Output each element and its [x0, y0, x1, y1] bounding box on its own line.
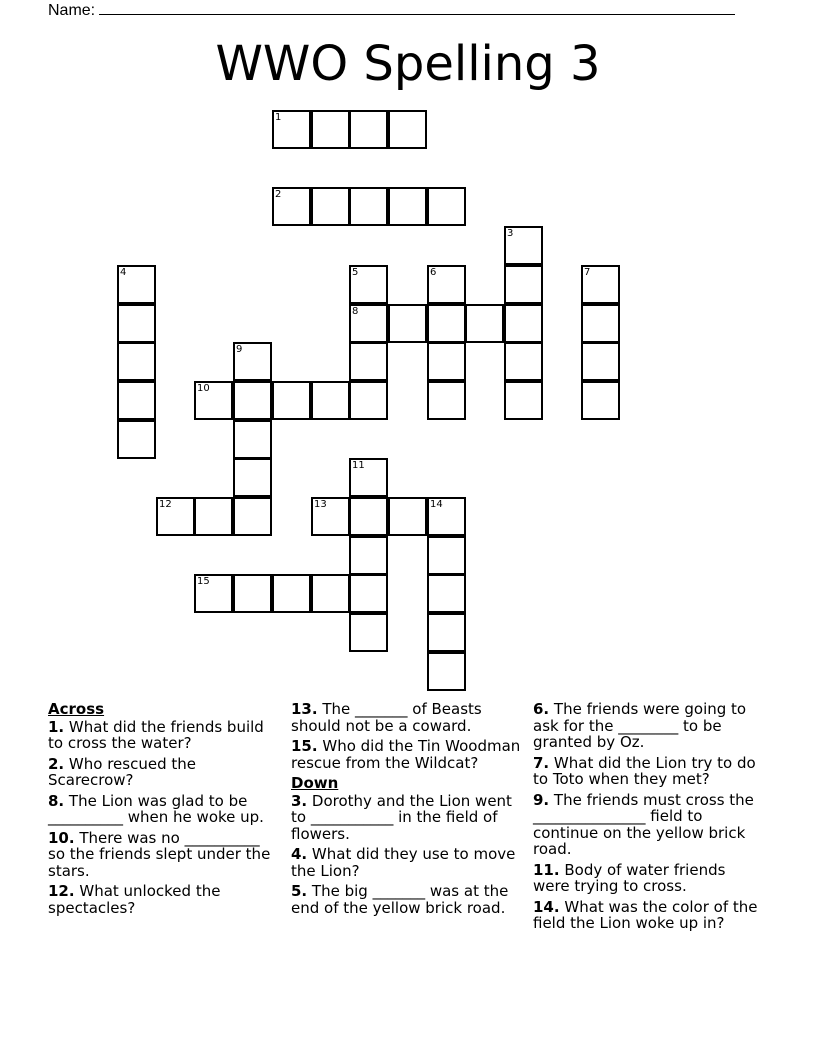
clue-across-12	[48, 883, 280, 916]
cell-number: 14	[430, 499, 443, 510]
clue-number: 13.	[291, 700, 318, 718]
clue-number: 14.	[533, 897, 560, 916]
crossword-cell[interactable]	[194, 574, 233, 613]
cell-number: 3	[507, 228, 514, 239]
clue-number: 12.	[48, 882, 75, 900]
cell-number: 12	[159, 499, 172, 510]
clue-down-9	[533, 792, 765, 858]
clue-text: The friends must cross the _______________ field to continue on the yellow brick road.	[533, 790, 754, 858]
clues-column-3	[533, 701, 765, 936]
crossword-cell[interactable]	[233, 420, 272, 459]
clue-text: What was the color of the field the Lion woke up in?	[533, 897, 758, 932]
crossword-cell[interactable]	[349, 458, 388, 497]
clue-number: 4.	[291, 845, 308, 863]
clue-number: 8.	[48, 791, 65, 810]
crossword-cell[interactable]	[349, 304, 388, 343]
crossword-cell[interactable]	[117, 381, 156, 420]
clue-number: 9.	[533, 790, 550, 809]
crossword-cell[interactable]	[349, 110, 388, 149]
clue-text: Dorothy and the Lion went to ___________ in the field of flowers.	[291, 791, 512, 843]
cell-number: 4	[120, 267, 127, 278]
clue-number: 7.	[533, 753, 550, 772]
crossword-cell[interactable]	[156, 497, 195, 536]
clue-number: 6.	[533, 700, 550, 718]
clue-across-1	[48, 719, 280, 752]
crossword-cell[interactable]	[465, 304, 504, 343]
crossword-cell[interactable]	[504, 342, 543, 381]
crossword-cell[interactable]	[427, 652, 466, 691]
crossword-cell[interactable]	[349, 497, 388, 536]
cell-number: 10	[197, 383, 210, 394]
across-heading: Across	[48, 700, 105, 718]
crossword-cell[interactable]	[117, 265, 156, 304]
clue-text: Who rescued the Scarecrow?	[48, 754, 196, 789]
crossword-cell[interactable]	[311, 497, 350, 536]
crossword-cell[interactable]	[581, 265, 620, 304]
clue-text: What unlocked the spectacles?	[48, 882, 221, 917]
cell-number: 6	[430, 267, 437, 278]
clue-across-15	[291, 738, 523, 771]
cell-number: 1	[275, 112, 282, 123]
clue-number: 5.	[291, 882, 308, 900]
crossword-cell[interactable]	[388, 110, 427, 149]
clue-number: 11.	[533, 860, 560, 879]
crossword-cell[interactable]	[504, 265, 543, 304]
cell-number: 5	[352, 267, 359, 278]
clue-text: The _______ of Beasts should not be a coward.	[291, 700, 482, 735]
crossword-cell[interactable]	[349, 265, 388, 304]
crossword-cell[interactable]	[427, 187, 466, 226]
crossword-cell[interactable]	[427, 536, 466, 575]
clue-down-6	[533, 701, 765, 751]
crossword-cell[interactable]	[427, 574, 466, 613]
crossword-cell[interactable]	[311, 110, 350, 149]
clue-text: The Lion was glad to be __________ when he woke up.	[48, 791, 264, 826]
crossword-cell[interactable]	[427, 613, 466, 652]
crossword-cell[interactable]	[272, 381, 311, 420]
clue-number: 2.	[48, 754, 65, 773]
clue-number: 10.	[48, 828, 75, 847]
name-field	[48, 0, 735, 21]
crossword-cell[interactable]	[581, 381, 620, 420]
crossword-cell[interactable]	[581, 304, 620, 343]
crossword-cell[interactable]	[504, 226, 543, 265]
crossword-cell[interactable]	[504, 381, 543, 420]
cell-number: 9	[236, 344, 243, 355]
clue-number: 3.	[291, 791, 308, 810]
clue-down-7	[533, 755, 765, 788]
crossword-cell[interactable]	[233, 574, 272, 613]
clues-column-1	[48, 701, 280, 920]
cell-number: 2	[275, 189, 282, 200]
clue-down-3	[291, 793, 523, 843]
clue-text: What did the friends build to cross the water?	[48, 717, 264, 752]
crossword-cell[interactable]	[427, 265, 466, 304]
clue-text: The big _______ was at the end of the yellow brick road.	[291, 882, 509, 917]
clue-text: Body of water friends were trying to cross.	[533, 860, 726, 895]
clue-down-5	[291, 883, 523, 916]
crossword-cell[interactable]	[349, 574, 388, 613]
crossword-cell[interactable]	[117, 304, 156, 343]
cell-number: 7	[584, 267, 591, 278]
clue-across-2	[48, 756, 280, 789]
crossword-cell[interactable]	[233, 381, 272, 420]
crossword-cell[interactable]	[427, 381, 466, 420]
clue-text: What did they use to move the Lion?	[291, 845, 516, 880]
crossword-cell[interactable]	[388, 497, 427, 536]
name-label: Name:	[48, 2, 96, 19]
clue-across-10	[48, 830, 280, 880]
cell-number: 11	[352, 460, 365, 471]
crossword-cell[interactable]	[427, 497, 466, 536]
crossword-cell[interactable]	[427, 304, 466, 343]
clue-text: Who did the Tin Woodman rescue from the Wildcat?	[291, 737, 521, 772]
crossword-cell[interactable]	[272, 187, 311, 226]
clue-text: There was no __________ so the friends slept under the stars.	[48, 828, 271, 880]
down-heading: Down	[291, 774, 339, 792]
cell-number: 8	[352, 306, 359, 317]
crossword-cell[interactable]	[581, 342, 620, 381]
crossword-cell[interactable]	[272, 110, 311, 149]
crossword-cell[interactable]	[311, 574, 350, 613]
crossword-cell[interactable]	[233, 342, 272, 381]
clue-across-8	[48, 793, 280, 826]
crossword-cell[interactable]	[427, 342, 466, 381]
crossword-cell[interactable]	[194, 497, 233, 536]
crossword-cell[interactable]	[311, 187, 350, 226]
crossword-cell[interactable]	[349, 342, 388, 381]
crossword-cell[interactable]	[349, 381, 388, 420]
clue-down-11	[533, 862, 765, 895]
crossword-cell[interactable]	[388, 187, 427, 226]
crossword-cell[interactable]	[117, 420, 156, 459]
clue-across-13	[291, 701, 523, 734]
crossword-cell[interactable]	[194, 381, 233, 420]
crossword-cell[interactable]	[349, 613, 388, 652]
cell-number: 13	[314, 499, 327, 510]
crossword-cell[interactable]	[311, 381, 350, 420]
crossword-cell[interactable]	[233, 497, 272, 536]
clue-number: 1.	[48, 717, 65, 736]
clues-column-2	[291, 701, 523, 920]
clue-number: 15.	[291, 737, 318, 755]
cell-number: 15	[197, 576, 210, 587]
crossword-cell[interactable]	[388, 304, 427, 343]
clue-down-14	[533, 899, 765, 932]
clue-text: What did the Lion try to do to Toto when they met?	[533, 753, 756, 788]
page-title: WWO Spelling 3	[215, 36, 601, 92]
crossword-cell[interactable]	[233, 458, 272, 497]
crossword-cell[interactable]	[349, 536, 388, 575]
crossword-cell[interactable]	[349, 187, 388, 226]
crossword-cell[interactable]	[272, 574, 311, 613]
crossword-cell[interactable]	[117, 342, 156, 381]
clue-text: The friends were going to ask for the ________ to be granted by Oz.	[533, 700, 747, 751]
crossword-cell[interactable]	[504, 304, 543, 343]
clue-down-4	[291, 846, 523, 879]
name-blank-line	[99, 0, 735, 15]
